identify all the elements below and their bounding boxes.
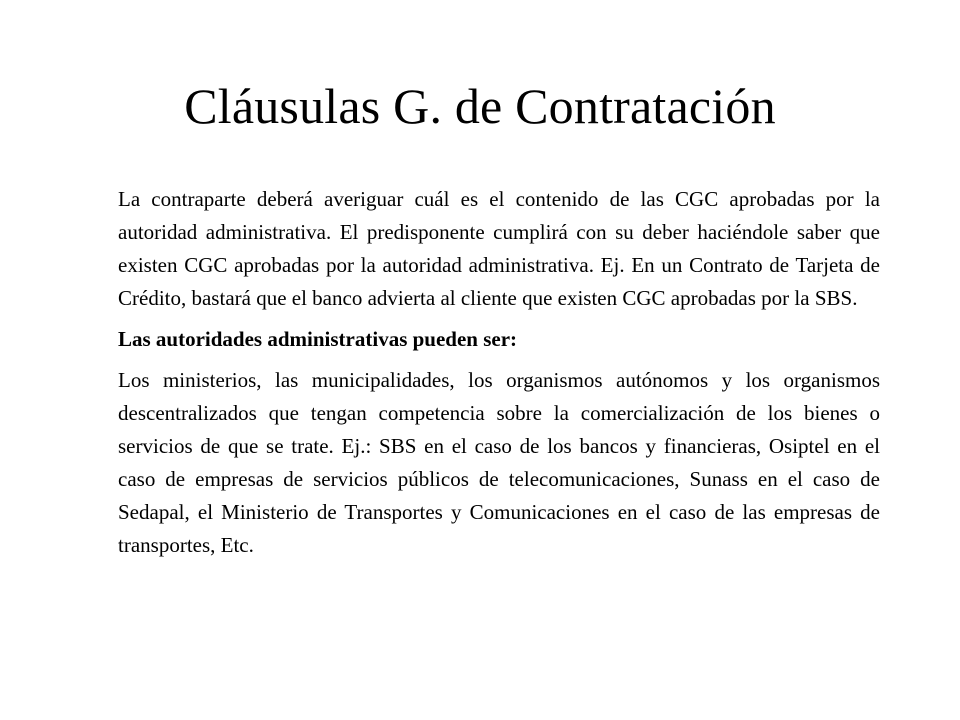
slide-body: [118, 183, 880, 562]
paragraph-contraparte: La contraparte deberá averiguar cuál es el contenido de las CGC aprobadas por la autoridad administrativa. El predisponente cumplirá con su deber haciéndole saber que existen CGC aprobadas por la autoridad administrativa. Ej. En un Contrato de Tarjeta de Crédito, bastará que el banco advierta al cliente que existen CGC aprobadas por la SBS.: [118, 187, 880, 310]
slide-title: Cláusulas G. de Contratación: [184, 78, 776, 134]
paragraph-ministerios: Los ministerios, las municipalidades, los organismos autónomos y los organismos descentralizados que tengan competencia sobre la comercialización de los bienes o servicios de que se trate. Ej.: SBS en el caso de los bancos y financieras, Osiptel en el caso de empresas de servicios públicos de telecomunicaciones, Sunass en el caso de Sedapal, el Ministerio de Transportes y Comunicaciones en el caso de las empresas de transportes, Etc.: [118, 368, 880, 557]
subheading-autoridades: Las autoridades administrativas pueden ser:: [118, 327, 518, 351]
